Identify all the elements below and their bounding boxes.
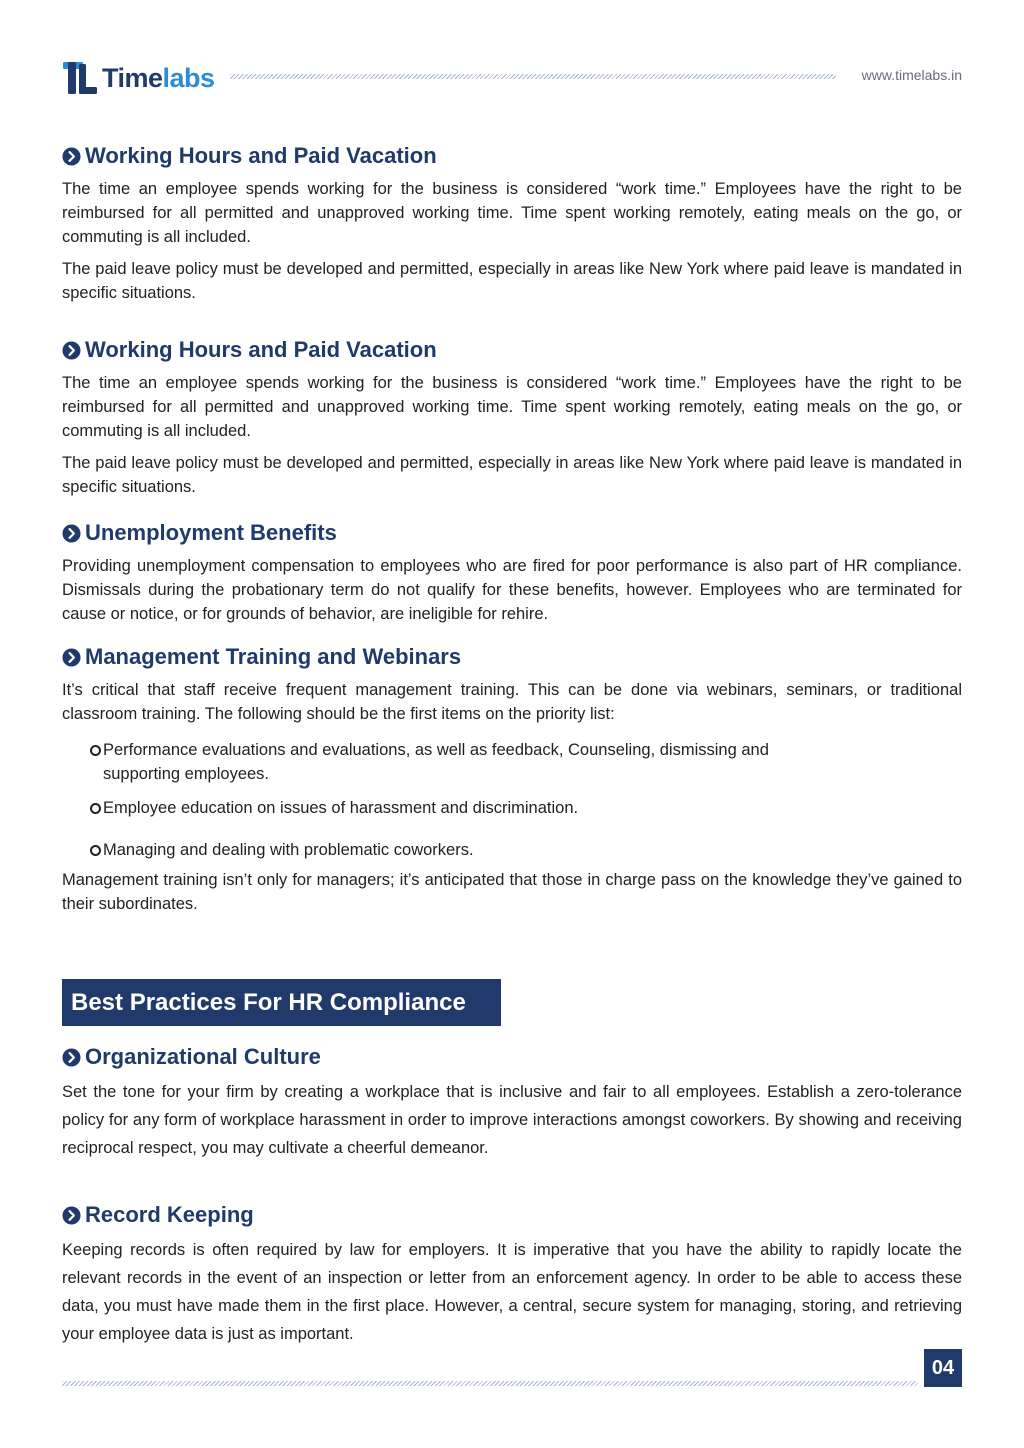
section-heading (62, 1200, 962, 1230)
list-item: Managing and dealing with problematic coworkers. (90, 838, 843, 862)
chevron-circle-icon (62, 524, 81, 543)
section-banner: Best Practices For HR Compliance (62, 979, 501, 1026)
chevron-circle-icon (62, 147, 81, 166)
page-number: 04 (924, 1349, 962, 1387)
paragraph-intro: It’s critical that staff receive frequent management training. This can be done via webinars, seminars, or traditional classroom training. The following should be the first items on the priority list: (62, 681, 962, 723)
header-divider (230, 74, 836, 79)
chevron-circle-icon (62, 341, 81, 360)
section-heading (62, 1042, 962, 1072)
section-title: Working Hours and Paid Vacation (85, 143, 437, 168)
paragraph: Keeping records is often required by law for employers. It is imperative that you have the ability to rapidly locate the relevant records in the event of an inspection or letter from an enforcement agency. In order to be able to access these data, you must have made them in the first place. However, a central, secure system for managing, storing, and retrieving your employee data is just as important. (62, 1241, 962, 1343)
section-heading (62, 335, 962, 365)
section-title: Management Training and Webinars (85, 644, 462, 669)
paragraph: Providing unemployment compensation to employees who are fired for poor performance is also part of HR compliance. Dismissals during the probationary term do not qualify for these benefits, however. Employees who are terminated for cause or notice, or for grounds of behavior, are ineligible for rehire. (62, 557, 962, 623)
chevron-circle-icon (62, 1048, 81, 1067)
paragraph: The paid leave policy must be developed and permitted, especially in areas like New York where paid leave is mandated in specific situations. (62, 260, 962, 302)
section-title: Unemployment Benefits (85, 520, 337, 545)
chevron-circle-icon (62, 648, 81, 667)
section-unemployment-benefits (62, 518, 962, 626)
section-working-hours-1 (62, 141, 962, 305)
section-management-training (62, 642, 962, 916)
paragraph-outro: Management training isn’t only for managers; it’s anticipated that those in charge pass on the knowledge they’ve gained to their subordinates. (62, 871, 962, 913)
section-title: Working Hours and Paid Vacation (85, 337, 437, 362)
logo-wordmark (102, 60, 215, 96)
logo-wordmark-time: Time (102, 63, 163, 93)
list-item: Employee education on issues of harassment and discrimination. (90, 796, 843, 820)
section-title: Record Keeping (85, 1202, 254, 1227)
section-heading (62, 141, 962, 171)
logo-wordmark-labs: labs (162, 63, 215, 93)
priority-list (90, 738, 962, 862)
section-working-hours-2 (62, 335, 962, 499)
section-heading (62, 518, 962, 548)
timelabs-logo-icon (62, 60, 98, 96)
section-title: Organizational Culture (85, 1044, 321, 1069)
paragraph: The paid leave policy must be developed and permitted, especially in areas like New York where paid leave is mandated in specific situations. (62, 454, 962, 496)
section-heading (62, 642, 962, 672)
paragraph: The time an employee spends working for the business is considered “work time.” Employees have the right to be reimbursed for all permitted and unapproved working time. Time spent working remotely, eating meals on the go, or commuting is all included. (62, 374, 962, 440)
section-record-keeping (62, 1200, 962, 1348)
paragraph: Set the tone for your firm by creating a workplace that is inclusive and fair to all employees. Establish a zero-tolerance policy for any form of workplace harassment in order to improve interactions amongst coworkers. By showing and receiving reciprocal respect, you may cultivate a cheerful demeanor. (62, 1083, 962, 1157)
paragraph: The time an employee spends working for the business is considered “work time.” Employees have the right to be reimbursed for all permitted and unapproved working time. Time spent working remotely, eating meals on the go, or commuting is all included. (62, 180, 962, 246)
chevron-circle-icon (62, 1206, 81, 1225)
section-organizational-culture (62, 1042, 962, 1162)
timelabs-logo (62, 60, 215, 96)
page-header (62, 60, 962, 100)
website-url[interactable]: www.timelabs.in (861, 67, 962, 83)
list-item: Performance evaluations and evaluations, as well as feedback, Counseling, dismissing and supporting employees. (90, 738, 843, 786)
footer-divider (62, 1381, 918, 1386)
